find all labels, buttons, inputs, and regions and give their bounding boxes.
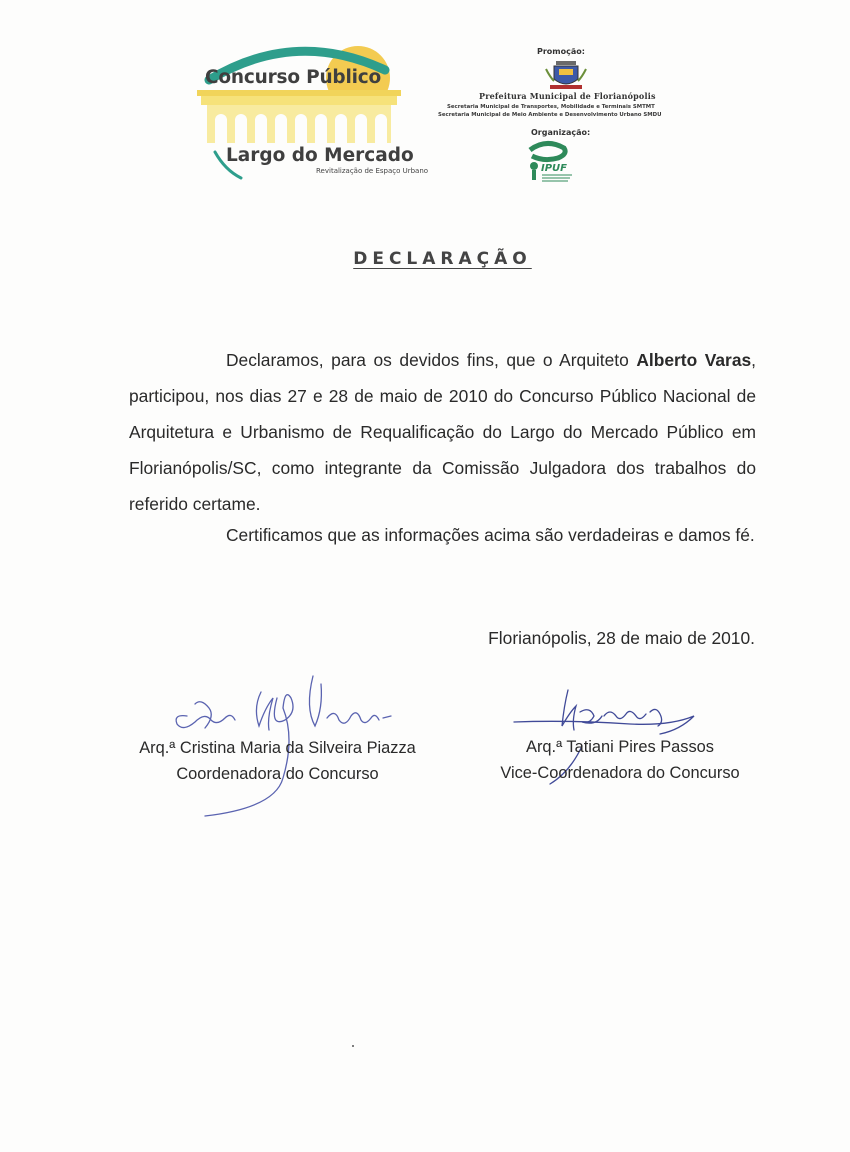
contest-logo-title: Concurso Público: [205, 67, 382, 88]
signatory-right-name: Arq.ª Tatiani Pires Passos: [526, 738, 714, 756]
declaration-paragraph: [129, 342, 756, 522]
contest-logo-subtitle: Largo do Mercado: [226, 145, 414, 166]
ipuf-logo-icon: [524, 140, 580, 184]
paragraph-1-body: , participou, nos dias 27 e 28 de maio de 2010 do Concurso Público Nacional de Arquitetura e Urbanismo de Requalificação do Largo do Mercado Público em Florianópolis/SC, como integrante da Comissão Julgadora dos trabalhos do referido certame.: [129, 350, 757, 514]
signature-left: [125, 735, 430, 787]
signatory-left-role: Coordenadora do Concurso: [176, 765, 379, 783]
prefecture-name: Prefeitura Municipal de Florianópolis: [479, 91, 656, 101]
document-title: DECLARAÇÃO: [353, 249, 532, 269]
scan-speck: [352, 1045, 354, 1047]
paragraph-2-text: Certificamos que as informações acima são verdadeiras e damos fé.: [226, 525, 755, 545]
architect-name: Alberto Varas: [636, 350, 752, 370]
signature-right: [488, 734, 752, 786]
promotion-label: Promoção:: [537, 47, 585, 56]
paragraph-1-intro: Declaramos, para os devidos fins, que o Arquiteto: [226, 350, 637, 370]
organization-label: Organização:: [531, 128, 591, 137]
secretariat-environment: Secretaria Municipal de Meio Ambiente e Desenvolvimento Urbano SMDU: [438, 112, 662, 118]
ipuf-logo-text: IPUF: [541, 163, 568, 174]
sponsor-block: [432, 46, 722, 196]
signatory-right-role: Vice-Coordenadora do Concurso: [500, 764, 740, 782]
contest-logo: [195, 40, 440, 182]
city-crest-icon: [544, 59, 588, 91]
signatory-left-name: Arq.ª Cristina Maria da Silveira Piazza: [139, 739, 416, 757]
place-and-date: Florianópolis, 28 de maio de 2010.: [488, 628, 755, 648]
certification-paragraph: [129, 517, 756, 553]
contest-logo-tagline: Revitalização de Espaço Urbano: [316, 167, 429, 175]
secretariat-transport: Secretaria Municipal de Transportes, Mobilidade e Terminais SMTMT: [447, 104, 655, 110]
